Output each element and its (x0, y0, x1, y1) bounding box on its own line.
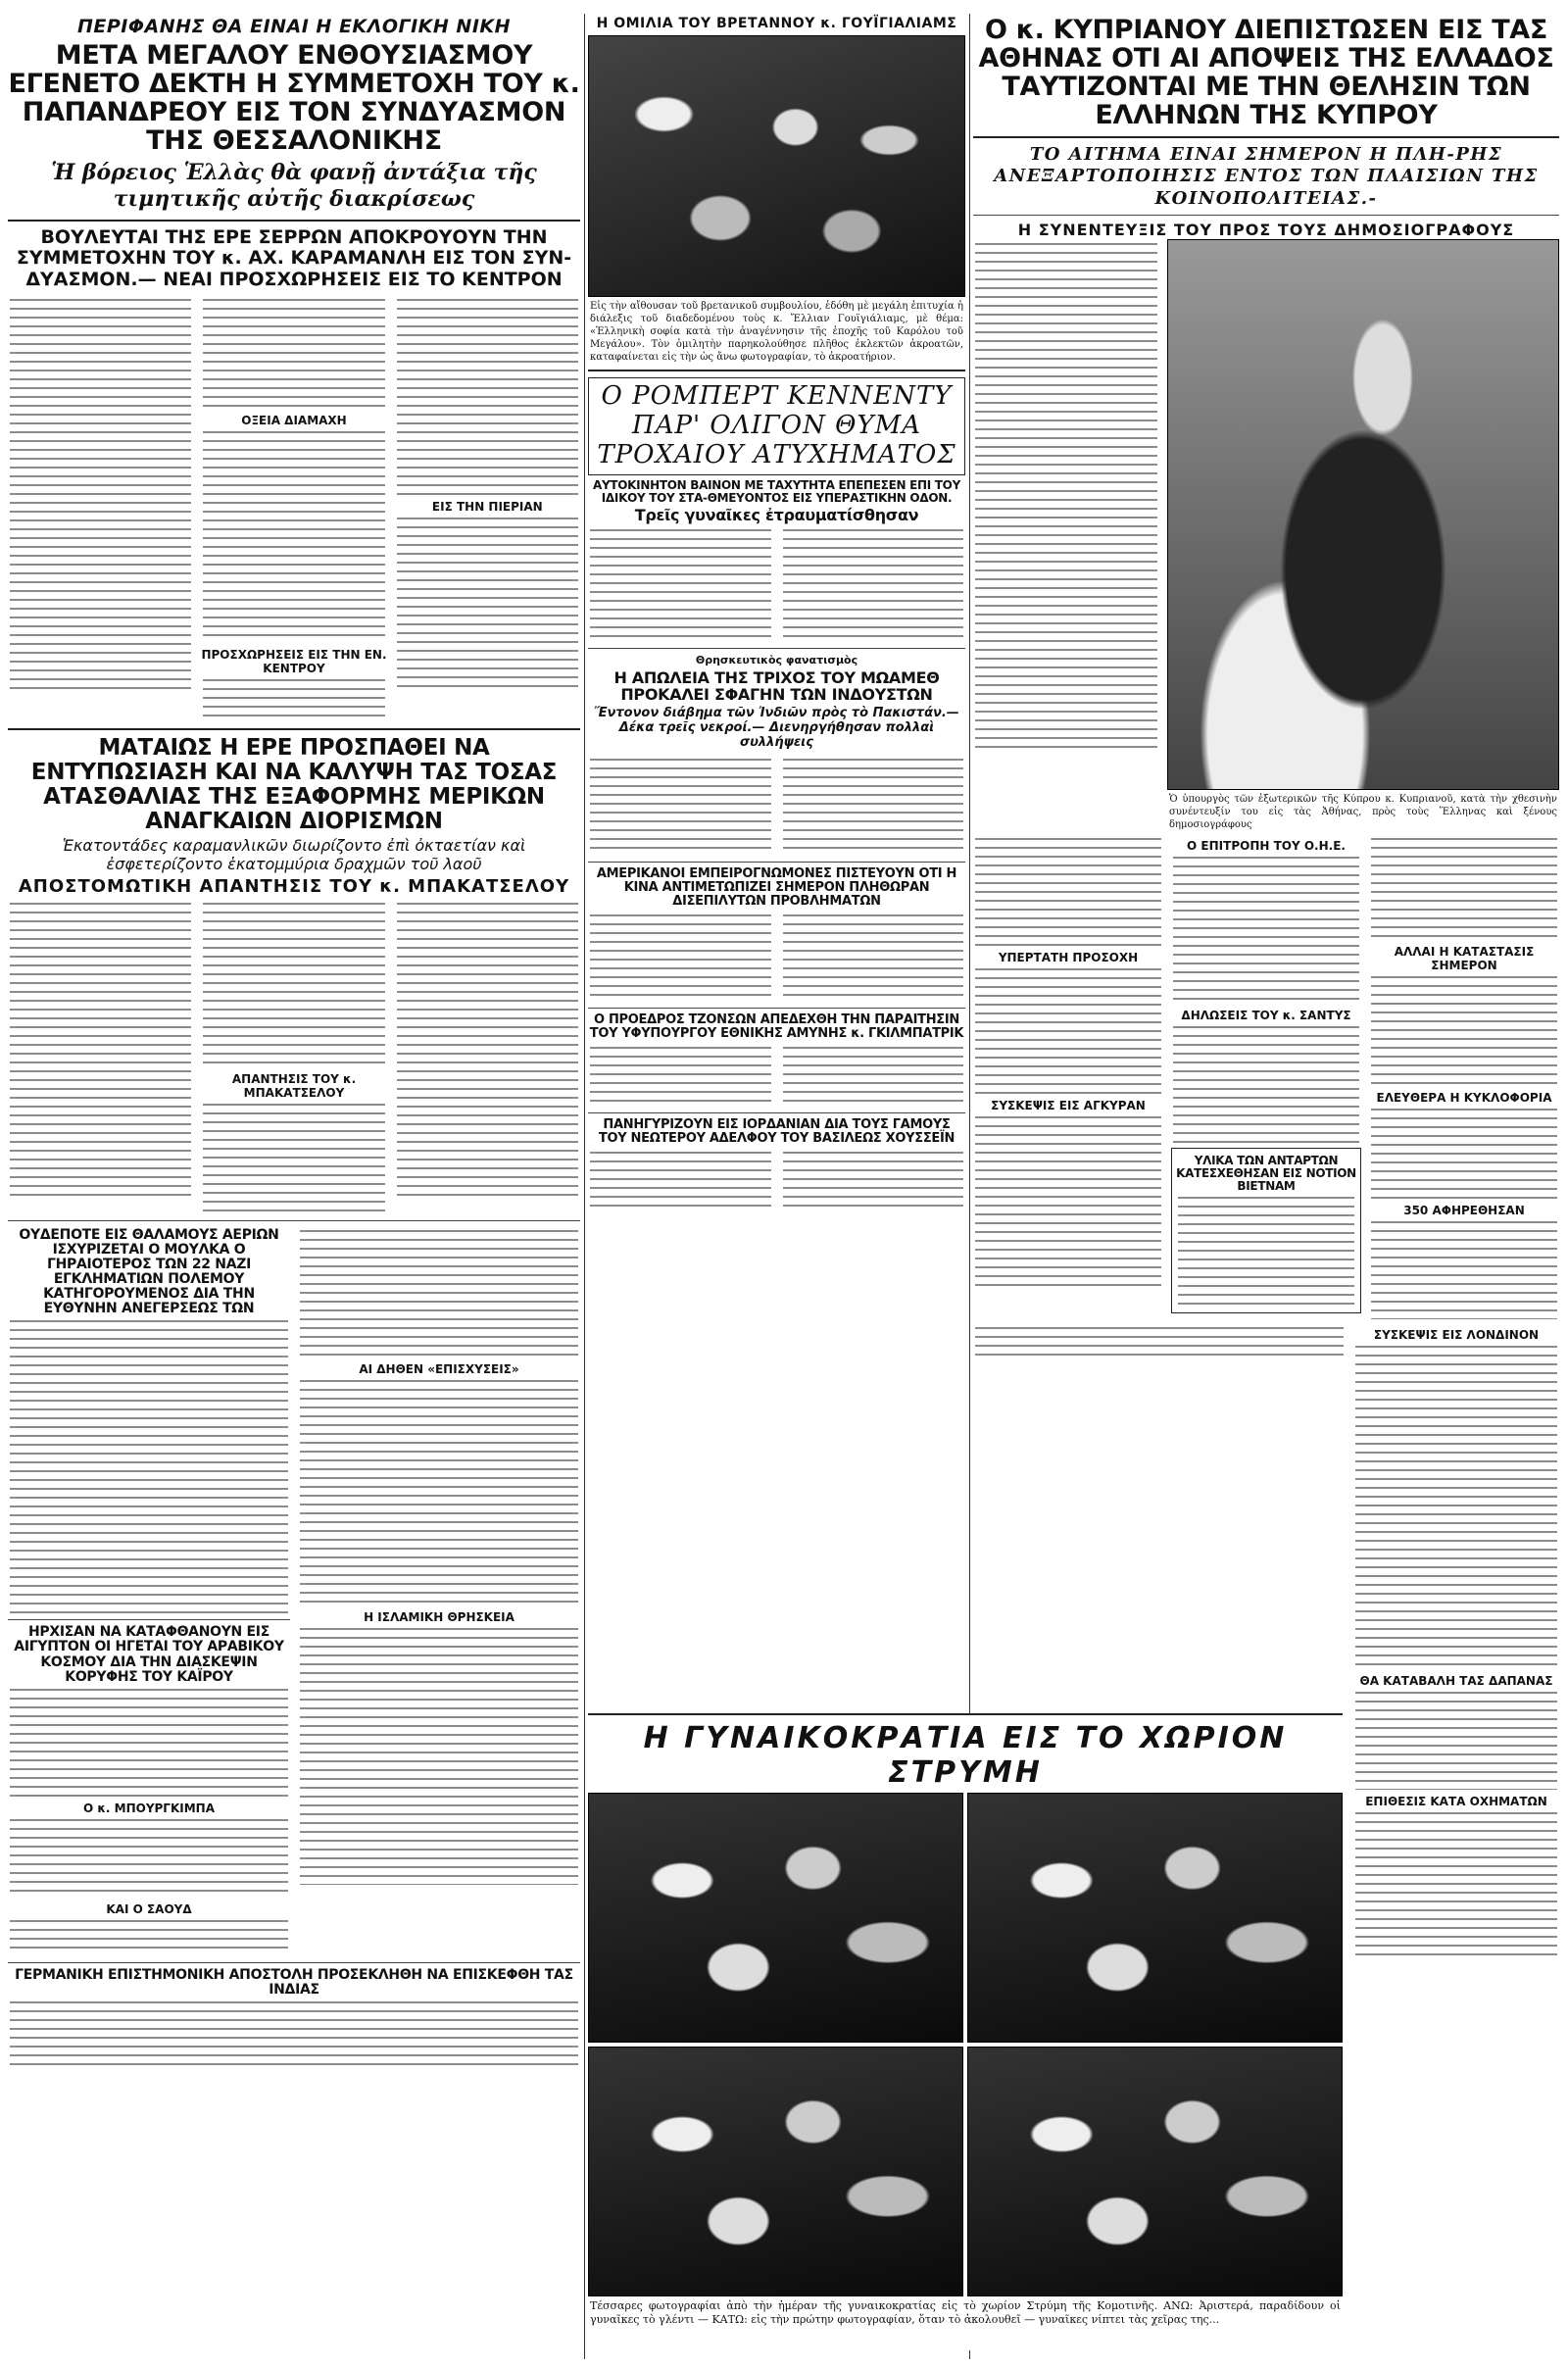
subhead-bakatselos-reply: ΑΠΟΣΤΟΜΩΤΙΚΗ ΑΠΑΝΤΗΣΙΣ ΤΟΥ κ. ΜΠΑΚΑΤΣΕΛΟΥ (18, 876, 570, 898)
headline-jordan-wedding: ΠΑΝΗΓΥΡΙΖΟΥΝ ΕΙΣ ΙΟΡΔΑΝΙΑΝ ΔΙΑ ΤΟΥΣ ΓΑΜΟΥΣ ΤΟΥ ΝΕΩΤΕΡΟΥ ΑΔΕΛΦΟΥ ΤΟΥ ΒΑΣΙΛΕΩΣ ΧΟΥΣΣΕΪΝ (598, 1117, 956, 1147)
photo-strymi-2 (967, 1793, 1343, 2043)
body-text (590, 1152, 771, 1209)
body-text (397, 299, 578, 495)
headline-nazi-trial: ΟΥΔΕΠΟΤΕ ΕΙΣ ΘΑΛΑΜΟΥΣ ΑΕΡΙΩΝ ΙΣΧΥΡΙΖΕΤΑΙ Ο ΜΟΥΛΚΑ Ο ΓΗΡΑΙΟΤΕΡΟΣ ΤΩΝ 22 ΝΑΖΙ ΕΓΚΛΗΜΑΤΙΩΝ ΠΟΛΕΜΟΥ ΚΑΤΗΓΟΡΟΥΜΕΝΟΣ ΔΙΑ ΤΗΝ ΕΥΘΥΝΗΝ ΑΝΕΓΕΡΣΕΩΣ ΤΩΝ (19, 1226, 279, 1317)
headline-kennedy: Ο ΡΟΜΠΕΡΤ ΚΕΝΝΕΝΤΥ ΠΑΡ' ΟΛΙΓΟΝ ΘΥΜΑ ΤΡΟΧΑΙΟΥ ΑΤΥΧΗΜΑΤΟΣ (597, 381, 956, 469)
body-text (1371, 976, 1557, 1086)
body-text (975, 968, 1161, 1094)
deck-independence-demand: ΤΟ ΑΙΤΗΜΑ ΕΙΝΑΙ ΣΗΜΕΡΟΝ Η ΠΛΗ-ΡΗΣ ΑΝΕΞΑΡΤΟΠΟΙΗΣΙΣ ΕΝΤΟΣ ΤΩΝ ΠΛΑΙΣΙΩΝ ΤΗΣ ΚΟΙΝΟΠΟΛΙΤΕΙΑΣ.- (994, 143, 1539, 209)
divider (588, 1713, 1343, 1715)
body-text (203, 903, 384, 1067)
subhead-london-meeting: ΣΥΣΚΕΨΙΣ ΕΙΣ ΛΟΝΔΙΝΟΝ (1373, 1328, 1540, 1343)
body-text (397, 518, 578, 690)
headline-arab-summit: ΗΡΧΙΣΑΝ ΝΑ ΚΑΤΑΦΘΑΝΟΥΝ ΕΙΣ ΑΙΓΥΠΤΟΝ ΟΙ ΗΓΕΤΑΙ ΤΟΥ ΑΡΑΒΙΚΟΥ ΚΟΣΜΟΥ ΔΙΑ ΤΗΝ ΔΙΑΣΚΕΨΙΝ ΚΟΡΥΦΗΣ ΤΟΥ ΚΑΪΡΟΥ (14, 1624, 284, 1685)
divider (8, 1220, 580, 1221)
deck-serres-mps: ΒΟΥΛΕΥΤΑΙ ΤΗΣ ΕΡΕ ΣΕΡΡΩΝ ΑΠΟΚΡΟΥΟΥΝ ΤΗΝ ΣΥΜΜΕΤΟΧΗΝ ΤΟΥ κ. ΑΧ. ΚΑΡΑΜΑΝΛΗ ΕΙΣ ΤΟΝ ΣΥΝ-ΔΥΑΣΜΟΝ.— ΝΕΑΙ ΠΡΟΣΧΩΡΗΣΕΙΣ ΕΙΣ ΤΟ ΚΕΝΤΡΟΝ (16, 225, 572, 291)
left-column (8, 14, 580, 2359)
headline-kyprianou: Ο κ. ΚΥΠΡΙΑΝΟΥ ΔΙΕΠΙΣΤΩΣΕΝ ΕΙΣ ΤΑΣ ΑΘΗΝΑΣ ΟΤΙ ΑΙ ΑΠΟΨΕΙΣ ΤΗΣ ΕΛΛΑΔΟΣ ΤΑΥΤΙΖΟΝΤΑΙ ΜΕ ΤΗΝ ΘΕΛΗΣΙΝ ΤΩΝ ΕΛΛΗΝΩΝ ΤΗΣ ΚΥΠΡΟΥ (978, 15, 1554, 131)
photo-strymi-3 (588, 2047, 963, 2296)
body-text (1371, 838, 1557, 940)
body-text (783, 759, 964, 853)
headline-china-experts: ΑΜΕΡΙΚΑΝΟΙ ΕΜΠΕΙΡΟΓΝΩΜΟΝΕΣ ΠΙΣΤΕΥΟΥΝ ΟΤΙ Η ΚΙΝΑ ΑΝΤΙΜΕΤΩΠΙΖΕΙ ΣΗΜΕΡΟΝ ΠΛΗΘΩΡΑΝ ΔΙΣΕΠΙΛΥΤΩΝ ΠΡΟΒΛΗΜΑΤΩΝ (596, 866, 957, 910)
divider (588, 1008, 965, 1009)
body-text (203, 431, 384, 643)
kicker-british-lecture: Η ΟΜΙΛΙΑ ΤΟΥ ΒΡΕΤΑΝΝΟΥ κ. ΓΟΥΪΓΙΑΛΙΑΜΣ (596, 16, 957, 31)
subhead-sandys-statements: ΔΗΛΩΣΕΙΣ ΤΟΥ κ. ΣΑΝΤΥΣ (1181, 1009, 1351, 1023)
body-text (203, 679, 384, 718)
divider (588, 862, 965, 863)
body-text (1371, 1109, 1557, 1199)
headline-german-mission: ΓΕΡΜΑΝΙΚΗ ΕΠΙΣΤΗΜΟΝΙΚΗ ΑΠΟΣΤΟΛΗ ΠΡΟΣΕΚΛΗΘΗ ΝΑ ΕΠΙΣΚΕΦΘΗ ΤΑΣ ΙΝΔΙΑΣ (15, 1966, 573, 1998)
body-text (975, 243, 1157, 753)
body-text (783, 529, 964, 639)
headline-papandreou: ΜΕΤΑ ΜΕΓΑΛΟΥ ΕΝΘΟΥΣΙΑΣΜΟΥ ΕΓΕΝΕΤΟ ΔΕΚΤΗ Η ΣΥΜΜΕΤΟΧΗ ΤΟΥ κ. ΠΑΠΑΝΔΡΕΟΥ ΕΙΣ ΤΟΝ ΣΥΝΔΥΑΣΜΟΝ ΤΗΣ ΘΕΣΣΑΛΟΝΙΚΗΣ (8, 40, 580, 157)
body-text (300, 1230, 578, 1357)
subhead-bakatselos-answer: ΑΠΑΝΤΗΣΙΣ ΤΟΥ κ. ΜΠΑΚΑΤΣΕΛΟΥ (231, 1071, 357, 1100)
deck-india-pakistan: Ἔντονον διάβημα τῶν Ἰνδιῶν πρὸς τὸ Πακιστάν.— Δέκα τρεῖς νεκροί.— Διενηργήθησαν πολλαὶ συλλήψεις (594, 706, 959, 751)
deck-northern-greece: Ἡ βόρειος Ἑλλὰς θὰ φανῇ ἀντάξια τῆς τιμητικῆς αὐτῆς διακρίσεως (51, 159, 537, 213)
body-text (783, 914, 964, 999)
body-text (1173, 857, 1359, 1004)
body-text (590, 914, 771, 999)
divider (8, 1619, 290, 1620)
lower-left-split (8, 1226, 580, 1957)
body-text (1173, 1026, 1359, 1144)
caption-strymi: Τέσσαρες φωτογραφίαι ἀπὸ τὴν ἡμέραν τῆς γυναικοκρατίας εἰς τὸ χωρίον Στρύμη τῆς Κομοτινῆς. ΑΝΩ: Ἀριστερά, παραδίδουν οἱ γυναῖκες τὸ γλέντι — ΚΑΤΩ: εἰς τὴν πρώτην φωτογραφίαν, ὅταν τὸ ἀκολουθεῖ — γυναῖκες νίπτει τὰς χεῖρας της... (590, 2299, 1341, 2327)
body-text (1355, 1812, 1557, 1959)
kicker-electoral-victory: ΠΕΡΙΦΑΝΗΣ ΘΑ ΕΙΝΑΙ Η ΕΚΛΟΓΙΚΗ ΝΙΚΗ (76, 16, 512, 37)
body-text (10, 1689, 288, 1797)
article-body-columns (8, 295, 580, 722)
divider (8, 728, 580, 730)
subhead-press-conference: Η ΣΥΝΕΝΤΕΥΞΙΣ ΤΟΥ ΠΡΟΣ ΤΟΥΣ ΔΗΜΟΣΙΟΓΡΑΦΟΥΣ (1017, 221, 1515, 240)
article-body-columns (8, 899, 580, 1215)
subhead-ankara-meeting: ΣΥΣΚΕΨΙΣ ΕΙΣ ΑΓΚΥΡΑΝ (991, 1099, 1146, 1113)
body-text (300, 1380, 578, 1605)
subhead-islamic-religion: Η ΙΣΛΑΜΙΚΗ ΘΡΗΣΚΕΙΑ (364, 1609, 514, 1624)
headline-johnson-resignation: Ο ΠΡΟΕΔΡΟΣ ΤΖΟΝΣΩΝ ΑΠΕΔΕΧΘΗ ΤΗΝ ΠΑΡΑΙΤΗΣΙΝ ΤΟΥ ΥΦΥΠΟΥΡΓΟΥ ΕΘΝΙΚΗΣ ΑΜΥΝΗΣ κ. ΓΚΙΛΜΠΑΤΡΙΚ (589, 1012, 964, 1042)
body-text (783, 1047, 964, 1104)
article-body-columns (588, 755, 965, 857)
divider (588, 370, 965, 371)
caption-kyprianou: Ὁ ὑπουργὸς τῶν ἐξωτερικῶν τῆς Κύπρου κ. Κυπριανοῦ, κατὰ τὴν χθεσινὴν συνέντευξίν του εἰς τὰς Ἀθήνας, πρὸς τοὺς Ἕλληνας καὶ ξένους δημοσιογράφους (1169, 794, 1557, 831)
subhead-three-women: Τρεῖς γυναῖκες ἐτραυματίσθησαν (634, 505, 919, 524)
body-text (975, 1116, 1161, 1293)
body-text (590, 1047, 771, 1104)
body-text (1355, 1692, 1557, 1790)
strymi-photo-grid (588, 1793, 1343, 2296)
body-text (783, 1152, 964, 1209)
article-body-columns (588, 525, 965, 643)
vietnam-box (1171, 1148, 1361, 1313)
caption-lecture: Εἰς τὴν αἴθουσαν τοῦ βρετανικοῦ συμβουλίου, ἐδόθη μὲ μεγάλη ἐπιτυχία ἡ διάλεξις τοῦ διαδεδομένου τοὺς κ. Ἔλλιαν Γουϊγιάλιαμς, μὲ θέμα: «Ἑλληνικὴ σοφία κατὰ τὴν ἀναγέννησιν τῆς ἐποχῆς τοῦ Καρόλου τοῦ Μεγάλου». Τὸν ὁμιλητὴν παρηκολούθησε πλῆθος ἐκλεκτῶν ἀκροατῶν, καταφαίνεται εἰς τὴν ὡς ἄνω φωτογραφίαν, τὸ ἀκροατήριον. (590, 301, 963, 363)
strymi-feature (588, 1713, 1343, 2350)
body-text (397, 903, 578, 1197)
photo-kyprianou-press (1167, 239, 1559, 790)
body-text (1371, 1221, 1557, 1319)
photo-strymi-4 (967, 2047, 1343, 2296)
article-body-columns (588, 1148, 965, 1212)
photo-lecture-audience (588, 35, 965, 297)
subhead-pieria: ΕΙΣ ΤΗΝ ΠΙΕΡΙΑΝ (431, 500, 543, 515)
body-text (590, 759, 771, 853)
subhead-reinforcements: ΑΙ ΔΗΘΕΝ «ΕΠΙΣΧΥΣΕΙΣ» (359, 1361, 519, 1376)
divider (973, 136, 1559, 138)
body-text (300, 1628, 578, 1885)
body-text (590, 529, 771, 639)
divider (973, 215, 1559, 216)
body-text (10, 299, 191, 695)
divider (8, 1962, 580, 1963)
article-body-columns (973, 834, 1559, 1323)
subhead-saud: ΚΑΙ Ο ΣΑΟΥΔ (106, 1901, 192, 1916)
subhead-350-released: 350 ΑΦΗΡΕΘΗΣΑΝ (1403, 1204, 1525, 1218)
headline-ere-efforts: ΜΑΤΑΙΩΣ Η ΕΡΕ ΠΡΟΣΠΑΘΕΙ ΝΑ ΕΝΤΥΠΩΣΙΑΣΗ ΚΑΙ ΝΑ ΚΑΛΥΨΗ ΤΑΣ ΤΟΣΑΣ ΑΤΑΣΘΑΛΙΑΣ ΤΗΣ ΕΞΑΦΟΡΜΗΣ ΜΕΡΙΚΩΝ ΑΝΑΓΚΑΙΩΝ ΔΙΟΡΙΣΜΩΝ (30, 735, 558, 834)
subhead-vehicle-attack: ΕΠΙΘΕΣΙΣ ΚΑΤΑ ΟΧΗΜΑΤΩΝ (1365, 1795, 1547, 1809)
body-text (203, 1104, 384, 1211)
subhead-free-traffic: ΕΛΕΥΘΕΡΑ Η ΚΥΚΛΟΦΟΡΙΑ (1376, 1091, 1552, 1106)
body-text (1178, 1197, 1354, 1305)
subhead-london-situation: ΑΛΛΑΙ Η ΚΑΤΑΣΤΑΣΙΣ ΣΗΜΕΡΟΝ (1394, 945, 1535, 973)
subhead-center-accessions: ΠΡΟΣΧΩΡΗΣΕΙΣ ΕΙΣ ΤΗΝ ΕΝ. ΚΕΝΤΡΟΥ (201, 648, 387, 676)
body-text (10, 903, 191, 1197)
column-rule (584, 14, 585, 2359)
subhead-sharp-dispute: ΟΞΕΙΑ ΔΙΑΜΑΧΗ (241, 414, 347, 428)
subhead-utmost-care: ΥΠΕΡΤΑΤΗ ΠΡΟΣΟΧΗ (998, 951, 1139, 965)
kennedy-box (588, 377, 965, 475)
deck-karamanlis-appointees: Ἑκατοντάδες καραμανλικῶν διωρίζοντο ἐπὶ ὀκταετίαν καὶ ἐσφετερίζοντο ἑκατομμύρια δραχμῶν τοῦ λαοῦ (62, 836, 526, 873)
article-body-columns (588, 911, 965, 1003)
body-text (10, 1920, 288, 1953)
photo-strymi-1 (588, 1793, 963, 2043)
divider (8, 220, 580, 222)
divider (588, 1112, 965, 1113)
headline-vietnam: ΥΛΙΚΑ ΤΩΝ ΑΝΤΑΡΤΩΝ ΚΑΤΕΣΧΕΘΗΣΑΝ ΕΙΣ ΝΟΤΙΟΝ ΒΙΕΤΝΑΜ (1176, 1154, 1356, 1194)
article-body-columns (588, 1043, 965, 1108)
subhead-will-pay-costs: ΘΑ ΚΑΤΑΒΑΛΗ ΤΑΣ ΔΑΠΑΝΑΣ (1359, 1674, 1553, 1689)
divider (588, 648, 965, 649)
body-text (1355, 1346, 1557, 1669)
body-text (975, 838, 1161, 946)
headline-mohammed-hair: Η ΑΠΩΛΕΙΑ ΤΗΣ ΤΡΙΧΟΣ ΤΟΥ ΜΩΑΜΕΘ ΠΡΟΚΑΛΕΙ ΣΦΑΓΗΝ ΤΩΝ ΙΝΔΟΥΣΤΩΝ (613, 667, 940, 705)
headline-strymi-women: Η ΓΥΝΑΙΚΟΚΡΑΤΙΑ ΕΙΣ ΤΟ ΧΩΡΙΟΝ ΣΤΡΥΜΗ (643, 1721, 1288, 1790)
kyprianou-article (973, 239, 1559, 834)
subhead-un-committee: Ο ΕΠΙΤΡΟΠΗ ΤΟΥ Ο.Η.Ε. (1187, 839, 1346, 854)
subhead-bourguiba: Ο κ. ΜΠΟΥΡΓΚΙΜΠΑ (83, 1801, 215, 1815)
body-text (10, 1320, 288, 1614)
kicker-fanaticism: Θρησκευτικὸς φανατισμὸς (695, 653, 858, 666)
body-text (10, 2001, 578, 2070)
body-text (975, 1327, 1344, 1357)
body-text (203, 299, 384, 409)
deck-kennedy: ΑΥΤΟΚΙΝΗΤΟΝ ΒΑΙΝΟΝ ΜΕ ΤΑΧΥΤΗΤΑ ΕΠΕΠΕΣΕΝ ΕΠΙ ΤΟΥ ΙΔΙΚΟΥ ΤΟΥ ΣΤΑ-ΘΜΕΥΟΝΤΟΣ ΕΙΣ ΥΠΕΡΑΣΤΙΚΗΝ ΟΔΟΝ. (593, 477, 960, 505)
body-text (10, 1819, 288, 1898)
